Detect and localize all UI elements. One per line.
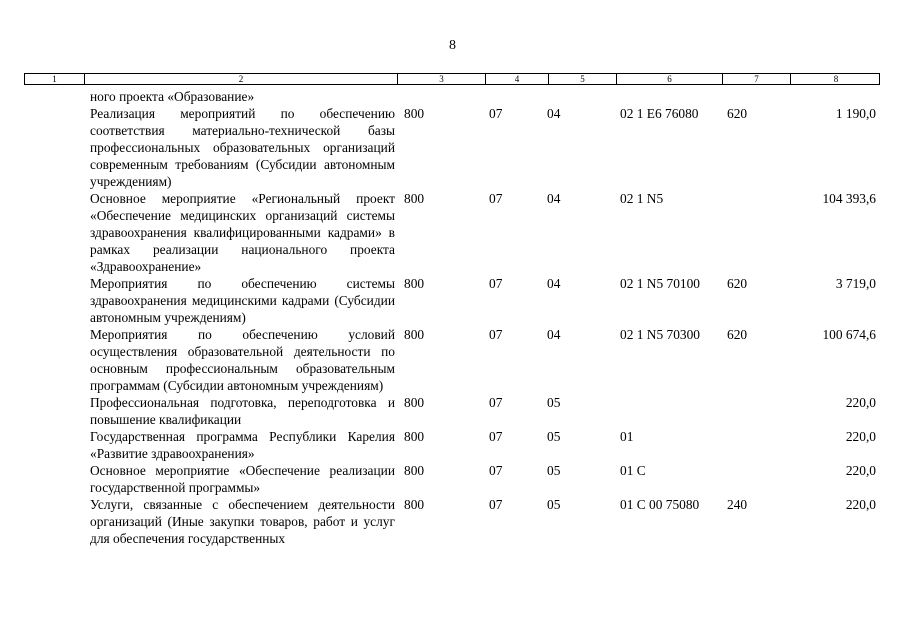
row-target-article: 01 С 00 75080	[620, 497, 700, 512]
row-ministry-code: 800	[404, 463, 425, 478]
row-subsection-code: 05	[547, 463, 561, 478]
row-subsection-code: 04	[547, 191, 561, 206]
row-amount: 220,0	[845, 463, 876, 478]
row-description: Основное мероприятие «Обеспечение реализации государственной программы»	[90, 463, 395, 495]
budget-table-body	[0, 88, 905, 547]
table-row	[0, 394, 905, 428]
row-subsection-code: 04	[547, 327, 561, 342]
table-row	[0, 105, 905, 190]
page-number: 8	[449, 38, 456, 53]
row-target-article: 01	[620, 429, 634, 444]
row-expense-type: 240	[727, 497, 748, 512]
row-description: Услуги, связанные с обеспечением деятельности организаций (Иные закупки товаров, работ и услуг для обеспечения государственных	[90, 497, 395, 546]
row-amount: 100 674,6	[822, 327, 876, 342]
row-description: Государственная программа Республики Карелия «Развитие здравоохранения»	[90, 429, 395, 461]
row-subsection-code: 05	[547, 395, 561, 410]
row-description: Основное мероприятие «Региональный проект «Обеспечение медицинских организаций системы здравоохранения квалифицированными кадрами» в рамках реализации национального проекта «Здравоохранение»	[90, 191, 395, 274]
table-row	[0, 275, 905, 326]
row-expense-type: 620	[727, 327, 748, 342]
row-amount: 1 190,0	[835, 106, 876, 121]
column-number-header	[24, 73, 880, 85]
row-section-code: 07	[489, 327, 503, 342]
row-description: Профессиональная подготовка, переподготовка и повышение квалификации	[90, 395, 395, 427]
row-section-code: 07	[489, 276, 503, 291]
row-subsection-code: 05	[547, 429, 561, 444]
row-target-article: 02 1 N5	[620, 191, 664, 206]
row-section-code: 07	[489, 191, 503, 206]
row-ministry-code: 800	[404, 106, 425, 121]
header-col-4: 4	[486, 74, 549, 84]
row-section-code: 07	[489, 429, 503, 444]
header-col-3: 3	[398, 74, 486, 84]
table-row	[0, 88, 905, 105]
header-col-5: 5	[549, 74, 617, 84]
row-target-article: 01 С	[620, 463, 646, 478]
table-row	[0, 326, 905, 394]
row-target-article: 02 1 E6 76080	[620, 106, 699, 121]
row-ministry-code: 800	[404, 497, 425, 512]
table-row	[0, 462, 905, 496]
row-amount: 220,0	[845, 497, 876, 512]
header-col-1: 1	[25, 74, 85, 84]
row-amount: 104 393,6	[822, 191, 876, 206]
row-subsection-code: 04	[547, 106, 561, 121]
row-ministry-code: 800	[404, 276, 425, 291]
row-target-article: 02 1 N5 70100	[620, 276, 700, 291]
header-col-7: 7	[723, 74, 791, 84]
row-ministry-code: 800	[404, 429, 425, 444]
header-col-6: 6	[617, 74, 723, 84]
row-target-article: 02 1 N5 70300	[620, 327, 700, 342]
row-subsection-code: 04	[547, 276, 561, 291]
row-ministry-code: 800	[404, 191, 425, 206]
row-expense-type: 620	[727, 276, 748, 291]
row-amount: 3 719,0	[835, 276, 876, 291]
row-description: Мероприятия по обеспечению условий осуществления образовательной деятельности по основным профессиональным образовательным программам (Субсидии автономным учреждениям)	[90, 327, 395, 393]
table-row	[0, 428, 905, 462]
row-amount: 220,0	[845, 395, 876, 410]
header-col-8: 8	[833, 74, 839, 84]
row-description: ного проекта «Образование»	[90, 89, 255, 104]
table-row	[0, 496, 905, 547]
row-section-code: 07	[489, 497, 503, 512]
row-expense-type: 620	[727, 106, 748, 121]
row-subsection-code: 05	[547, 497, 561, 512]
row-section-code: 07	[489, 106, 503, 121]
table-row	[0, 190, 905, 275]
row-description: Мероприятия по обеспечению системы здравоохранения медицинскими кадрами (Субсидии автономным учреждениям)	[90, 276, 395, 325]
row-amount: 220,0	[845, 429, 876, 444]
row-section-code: 07	[489, 395, 503, 410]
header-col-2: 2	[85, 74, 398, 84]
row-ministry-code: 800	[404, 327, 425, 342]
row-description: Реализация мероприятий по обеспечению соответствия материально-технической базы профессиональных образовательных организаций современным требованиям (Субсидии автономным учреждениям)	[90, 106, 395, 189]
row-section-code: 07	[489, 463, 503, 478]
row-ministry-code: 800	[404, 395, 425, 410]
